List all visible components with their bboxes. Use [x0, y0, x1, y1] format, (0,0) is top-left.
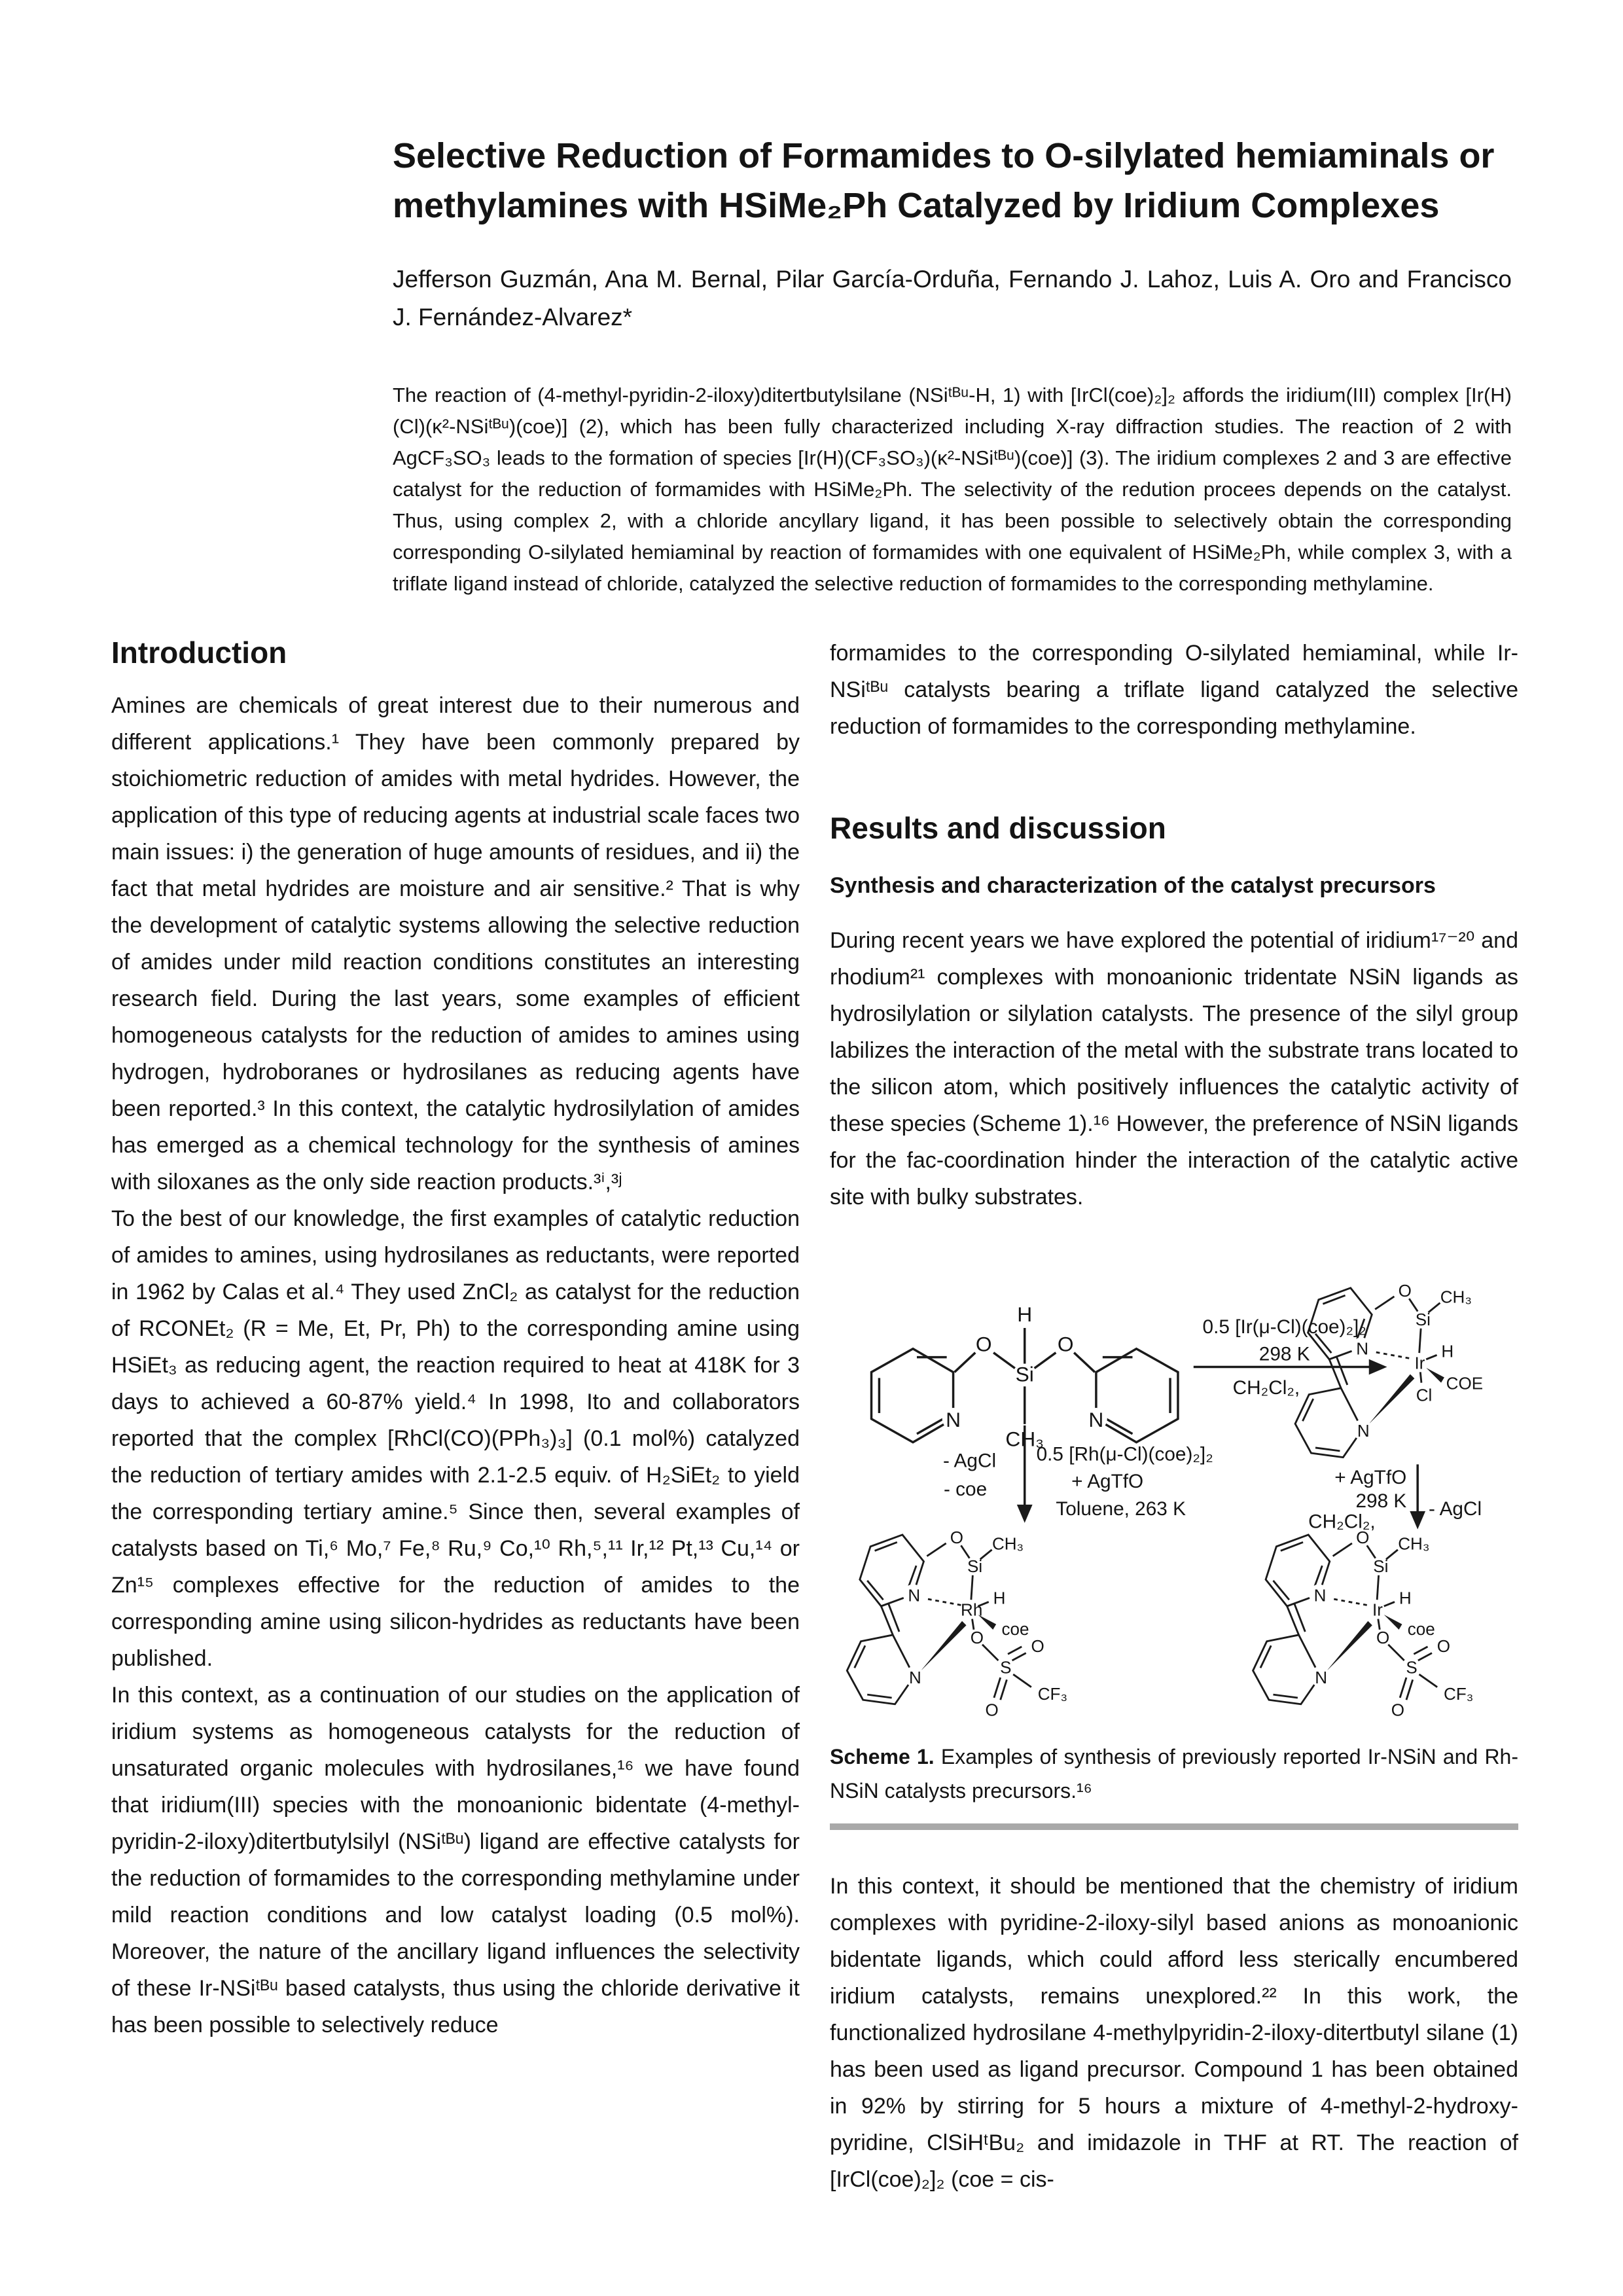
atom-ch3: CH₃	[991, 1534, 1024, 1554]
arrow-to-ir-triflate	[1410, 1464, 1425, 1529]
ligand-coe: coe	[1407, 1619, 1435, 1639]
atom-o-up: O	[1436, 1636, 1451, 1656]
intro-paragraph-1: Amines are chemicals of great interest due to their numerous and different applications.¹ They have been commonly prepared by stoichiometric reduction of amides with metal hydrides. However, the application of this type of reducing agents at industrial scale faces two main issues: i) the generation of huge amounts of residues, and ii) the fact that metal hydrides are moisture and air sensitive.² That is why the development of catalytic systems allowing the selective reduction of amides under mild reaction conditions constitutes an interesting research field. During the last years, some examples of efficient homogeneous catalysts for the reduction of amides to amines using hydrogen, hydroboranes or hydrosilanes as reducing agents have been reported.³ In this context, the catalytic hydrosilylation of amides has emerged as a chemical technology for the synthesis of amines with siloxanes as the only side reaction products.³ⁱ,³ʲ	[111, 693, 800, 1194]
section-divider-rule	[830, 1823, 1518, 1830]
scheme-caption-text: Examples of synthesis of previously reported Ir-NSiN and Rh-NSiN catalysts precursors.¹⁶	[830, 1745, 1519, 1803]
atom-o: O	[1398, 1280, 1412, 1300]
paper-title: Selective Reduction of Formamides to O-silylated hemiaminals or methylamines with HSiMe₂Ph Catalyzed by Iridium Complexes	[393, 136, 1495, 225]
scheme-caption	[830, 1740, 1518, 1808]
results-heading: Results and discussion	[830, 811, 1166, 845]
reagent-agtfo-left: + AgTfO	[1071, 1471, 1144, 1493]
right-column	[830, 635, 1518, 2198]
byproduct-coe: - coe	[943, 1479, 988, 1501]
reagent-rh-dimer: 0.5 [Rh(μ-Cl)(coe)₂]₂	[1036, 1443, 1213, 1465]
atom-h: H	[1399, 1588, 1412, 1608]
continuation-paragraph: formamides to the corresponding O-silylated hemiaminal, while Ir-NSiᵗᴮᵘ catalysts bearing a triflate ligand catalyzed the selective reduction of formamides to the corresponding methylamine.	[830, 641, 1518, 739]
atom-o-down: O	[1391, 1700, 1405, 1720]
condition-298k: 298 K	[1258, 1343, 1310, 1365]
condition-toluene: Toluene, 263 K	[1056, 1498, 1186, 1520]
atom-si: Si	[1015, 1362, 1034, 1386]
atom-h: H	[1441, 1341, 1454, 1361]
intro-paragraph-2: To the best of our knowledge, the first examples of catalytic reduction of amides to amines, using hydrosilanes as reductants, were reported in 1962 by Calas et al.⁴ They used ZnCl₂ as catalyst for the reduction of RCONEt₂ (R = Me, Et, Pr, Ph) to the corresponding amine using HSiEt₃ as reducing agent, the reaction required to heat at 418K for 3 days to achieved a 60-87% yield.⁴ In 1998, Ito and collaborators reported that the complex [RhCl(CO)(PPh₃)₃] (0.1 mol%) catalyzed the reduction of tertiary amides with 2.1-2.5 equiv. of H₂SiEt₂ to yield the corresponding tertiary amine.⁵ Since then, several examples of catalysts based on Ti,⁶ Mo,⁷ Fe,⁸ Ru,⁹ Co,¹⁰ Rh,⁵,¹¹ Ir,¹² Pt,¹³ Cu,¹⁴ or Zn¹⁵ complexes effective for the reduction of amides to the corresponding amine using silicon-hydrides as reductants have been published.	[111, 1206, 800, 1671]
atom-o-metal: O	[970, 1627, 984, 1647]
ligand-coe: coe	[1001, 1619, 1029, 1639]
atom-si: Si	[967, 1556, 983, 1576]
atom-o-up: O	[1031, 1636, 1044, 1656]
atom-n1: N	[1313, 1585, 1327, 1605]
atom-h: H	[993, 1588, 1006, 1608]
group-cf3: CF₃	[1444, 1684, 1474, 1704]
reagent-agtfo-right: + AgTfO	[1334, 1467, 1407, 1489]
atom-n1: N	[1356, 1338, 1369, 1359]
scheme-1-drawing	[830, 1268, 1518, 1726]
author-list: Jefferson Guzmán, Ana M. Bernal, Pilar García-Orduña, Fernando J. Lahoz, Luis A. Oro and Francisco J. Fernández-Alvarez*	[393, 266, 1512, 331]
atom-h: H	[1017, 1302, 1033, 1327]
reagent-ir-dimer: 0.5 [Ir(μ-Cl)(coe)₂]₂	[1202, 1316, 1366, 1338]
atom-o-down: O	[985, 1700, 999, 1720]
atom-o-right: O	[1057, 1332, 1074, 1356]
atom-n2: N	[1315, 1668, 1328, 1688]
condition-298k-right: 298 K	[1355, 1490, 1407, 1512]
atom-o: O	[1356, 1527, 1370, 1547]
scheme-caption-label: Scheme 1.	[830, 1745, 935, 1768]
ligand-coe: COE	[1446, 1373, 1484, 1393]
front-matter	[393, 131, 1512, 600]
atom-n1: N	[908, 1585, 921, 1605]
atom-o-metal: O	[1376, 1627, 1390, 1647]
results-paragraph-2: In this context, it should be mentioned that the chemistry of iridium complexes with pyridine-2-iloxy-silyl based anions as monoanionic bidentate ligands, which could afford less sterically encumbered iridium catalysts, remains unexplored.²² In this work, the functionalized hydrosilane 4-methylpyridin-2-iloxy-ditertbutyl silane (1) has been used as ligand precursor. Compound 1 has been obtained in 92% by stirring for 5 hours a mixture of 4-methyl-2-hydroxy-pyridine, ClSiHᵗBu₂ and imidazole in THF at RT. The reaction of [IrCl(coe)₂]₂ (coe = cis-	[830, 1874, 1518, 2192]
group-cf3: CF₃	[1037, 1684, 1068, 1704]
atom-n-right: N	[1088, 1407, 1104, 1431]
atom-n-left: N	[946, 1407, 961, 1431]
two-column-body	[111, 635, 1518, 2198]
scheme-1-figure	[830, 1268, 1518, 1729]
synthesis-subheading: Synthesis and characterization of the catalyst precursors	[830, 873, 1436, 898]
solvent-dcm-right: CH₂Cl₂,	[1308, 1511, 1376, 1533]
intro-paragraph-3: In this context, as a continuation of our studies on the application of iridium systems as homogeneous catalysts for the reduction of unsaturated organic molecules with hydrosilanes,¹⁶ we have found that iridium(III) species with the monoanionic bidentate (4-methyl-pyridin-2-iloxy)ditertbutylsilyl (NSiᵗᴮᵘ) ligand are effective catalysts for the reduction of formamides to the corresponding methylamine under mild reaction conditions and low catalyst loading (0.5 mol%). Moreover, the nature of the ancillary ligand influences the selectivity of these Ir-NSiᵗᴮᵘ based catalysts, thus using the chloride derivative it has been possible to selectively reduce	[111, 1683, 800, 2037]
atom-s: S	[1406, 1657, 1418, 1677]
atom-s: S	[1000, 1657, 1012, 1677]
byproduct-agcl: - AgCl	[943, 1450, 997, 1472]
atom-cl: Cl	[1416, 1385, 1433, 1405]
introduction-heading: Introduction	[111, 636, 287, 670]
left-column	[111, 635, 800, 2198]
solvent-dcm: CH₂Cl₂,	[1232, 1377, 1300, 1399]
atom-si: Si	[1415, 1309, 1431, 1329]
atom-metal: Rh	[961, 1600, 983, 1620]
atom-ch3: CH₃	[1005, 1427, 1044, 1451]
byproduct-agcl-right: - AgCl	[1429, 1498, 1482, 1520]
atom-ch3: CH₃	[1440, 1287, 1472, 1307]
abstract: The reaction of (4-methyl-pyridin-2-iloxy)ditertbutylsilane (NSiᵗᴮᵘ-H, 1) with [IrCl(coe)₂]₂ affords the iridium(III) complex [Ir(H)(Cl)(κ²-NSiᵗᴮᵘ)(coe)] (2), which has been fully characterized including X-ray diffraction studies. The reaction of 2 with AgCF₃SO₃ leads to the formation of species [Ir(H)(CF₃SO₃)(κ²-NSiᵗᴮᵘ)(coe)] (3). The iridium complexes 2 and 3 are effective catalyst for the reduction of formamides with HSiMe₂Ph. The selectivity of the redution procees depends on the catalyst. Thus, using complex 2, with a chloride ancyllary ligand, it has been possible to selectively obtain the corresponding corresponding O-silylated hemiaminal by reaction of formamides with one equivalent of HSiMe₂Ph, while complex 3, with a triflate ligand instead of chloride, catalyzed the selective reduction of formamides to the corresponding methylamine.	[393, 384, 1512, 595]
atom-o: O	[950, 1527, 964, 1547]
results-paragraph-1: During recent years we have explored the potential of iridium¹⁷⁻²⁰ and rhodium²¹ complexes with monoanionic tridentate NSiN ligands as hydrosilylation or silylation catalysts. The presence of the silyl group labilizes the interaction of the metal with the substrate trans located to the silicon atom, which positively influences the catalytic activity of these species (Scheme 1).¹⁶ However, the preference of NSiN ligands for the fac-coordination hinder the interaction of the catalytic active site with bulky substrates.	[830, 928, 1518, 1210]
atom-metal: Ir	[1414, 1353, 1425, 1373]
atom-n2: N	[909, 1668, 921, 1688]
atom-n2: N	[1357, 1420, 1370, 1441]
atom-metal: Ir	[1372, 1600, 1383, 1620]
atom-si: Si	[1373, 1556, 1389, 1576]
atom-ch3: CH₃	[1398, 1534, 1430, 1554]
atom-o-left: O	[975, 1332, 992, 1356]
